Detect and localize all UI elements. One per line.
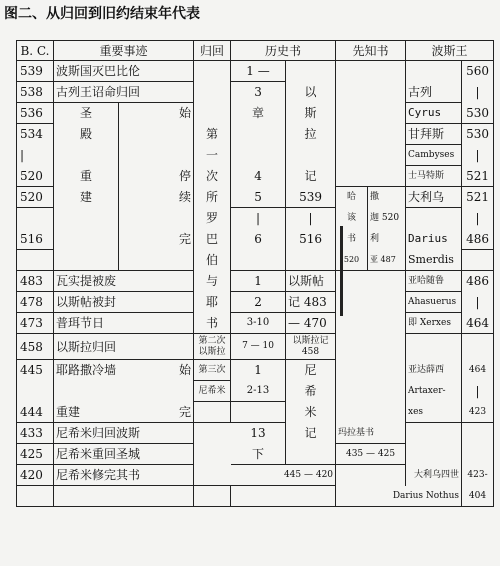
year-cell: 445 [17,360,54,381]
book-cell: 516 [286,229,336,250]
return-cell: 第三次 [194,360,231,381]
book-cell: 记 [286,166,336,187]
return-cell: 巴 [194,229,231,250]
book-cell: | [286,208,336,229]
book-cell: 记 483 [286,292,336,313]
king-year-cell: | [462,381,494,402]
event-cell: 完 [119,229,194,250]
king-cell: Ahasuerus [406,292,462,313]
return-cell: 罗 [194,208,231,229]
header-history: 历史书 [231,41,336,61]
event-cell: 停 [119,166,194,187]
table-row [17,145,494,166]
king-cell: 即 Xerxes [406,313,462,334]
return-cell: 所 [194,187,231,208]
return-cell: 尼希米 [194,381,231,402]
prophet-cell: 迦 520 [368,208,406,229]
chapter-cell: 1 [231,360,286,381]
year-cell: 433 [17,423,54,444]
chapter-cell: 13 [231,423,286,444]
chapter-cell: 6 [231,229,286,250]
table-row [17,208,494,229]
return-cell: 书 [194,313,231,334]
event-cell: 以斯帖被封 [54,292,194,313]
chapter-cell: 4 [231,166,286,187]
page-title: 图二、从归回到旧约结束年代表 [4,6,200,22]
king-year-cell: | [462,145,494,166]
king-cell: Darius Nothus [336,486,462,507]
event-cell: 殿 [54,124,119,145]
book-cell: 尼 [286,360,336,381]
king-cell: 甘拜斯 [406,124,462,145]
event-cell: 重建 [54,402,119,423]
book-cell: — 470 [286,313,336,334]
prophet-cell: 哈 [336,187,368,208]
book-cell: 记 [286,423,336,444]
king-year-cell: 521 [462,166,494,187]
event-cell: 耶路撒冷墙 [56,363,117,377]
event-cell: 尼希米重回圣城 [54,444,194,465]
header-events: 重要事迹 [54,41,194,61]
chapter-cell: | [231,208,286,229]
king-year-cell: 560 [462,61,494,82]
table-row [17,402,494,423]
table-row [17,103,494,124]
table-row [17,229,494,250]
king-year-cell: 464 [462,360,494,381]
king-cell: Cyrus [406,103,462,124]
table-row [17,82,494,103]
event-cell: 圣 [54,103,119,124]
table-row [17,465,494,486]
king-year-cell: 530 [462,124,494,145]
book-cell: 以斯帖 [286,271,336,292]
table-row [17,124,494,145]
king-cell: 大利乌四世 [406,465,462,486]
table-row [17,313,494,334]
king-cell: Darius [406,229,462,250]
table-row [17,250,494,271]
king-year-cell: 404 [462,486,494,507]
king-cell: Cambyses [406,145,462,166]
return-cell: 伯 [194,250,231,271]
king-year-cell: 423 [462,402,494,423]
prophet-cell: 玛拉基书 [336,423,406,444]
king-cell: 亚达薛西 [406,360,462,381]
prophet-cell: 435 — 425 [336,444,406,465]
year-cell: 444 [17,402,54,423]
year-cell: 425 [17,444,54,465]
table-row [17,381,494,402]
event-cell: 建 [54,187,119,208]
book-cell: 以 [286,82,336,103]
event-cell: 瓦实提被废 [54,271,194,292]
return-cell: 第二次 以斯拉 [194,334,231,360]
header-return: 归回 [194,41,231,61]
king-year-cell: | [462,82,494,103]
table-row [17,444,494,465]
king-year-cell: 423- [462,465,494,486]
table-row [17,486,494,507]
chapter-cell: 1 — [231,61,286,82]
year-cell: 473 [17,313,54,334]
event-cell: 波斯国灭巴比伦 [54,61,194,82]
header-prophets: 先知书 [336,41,406,61]
king-year-cell: | [462,292,494,313]
prophet-cell: 书 [336,229,368,250]
prophet-cell: 撒 [368,187,406,208]
king-cell: xes [406,402,462,423]
year-cell: 478 [17,292,54,313]
prophet-cell: 该 [336,208,368,229]
chapter-cell: 3-10 [231,313,286,334]
king-year-cell: | [462,208,494,229]
king-year-cell: 464 [462,313,494,334]
chapter-cell: 2 [231,292,286,313]
chronology-table [16,40,494,507]
return-cell: 与 [194,271,231,292]
header-row [17,41,494,61]
book-cell: 拉 [286,124,336,145]
event-cell: 尼希米归回波斯 [54,423,194,444]
book-cell: 539 [286,187,336,208]
chapter-cell: 3 [231,82,286,103]
book-cell: 以斯拉记 458 [286,334,336,360]
event-cell: 古列王诏命归回 [54,82,194,103]
king-year-cell: 521 [462,187,494,208]
chapter-cell: 章 [231,103,286,124]
king-year-cell: 486 [462,229,494,250]
event-cell: 普珥节日 [54,313,194,334]
king-cell: Smerdis [406,250,462,271]
return-cell: 耶 [194,292,231,313]
table-row [17,271,494,292]
event-cell: 以斯拉归回 [54,334,194,360]
table-row [17,334,494,360]
event-cell: 完 [119,402,194,423]
year-cell: 520 [17,166,54,187]
king-year-cell: 486 [462,271,494,292]
book-cell: 米 [286,402,336,423]
year-cell: 516 [17,229,54,250]
prophet-divider [340,226,343,316]
year-cell: 534 [17,124,54,145]
year-cell: 458 [17,334,54,360]
chapter-cell: 1 [231,271,286,292]
king-cell: 亚哈随鲁 [406,271,462,292]
year-cell: 520 [17,187,54,208]
event-cell: 始 [119,103,194,124]
table-row [17,166,494,187]
chapter-cell: 2-13 [231,381,286,402]
header-bc: B. C. [17,41,54,61]
chapter-cell: 5 [231,187,286,208]
prophet-cell: 520 [336,250,368,271]
book-cell: 445 — 420 [231,465,336,486]
return-cell: 次 [194,166,231,187]
table-row [17,61,494,82]
header-kings: 波斯王 [406,41,494,61]
year-cell: | [17,145,54,166]
event-cell: 始 [119,360,194,381]
table-row [17,423,494,444]
book-cell: 希 [286,381,336,402]
year-cell: 536 [17,103,54,124]
event-cell: 尼希米修完其书 [54,465,194,486]
king-year-cell: 530 [462,103,494,124]
event-cell: 重 [54,166,119,187]
prophet-cell: 利 [368,229,406,250]
return-cell: 第 [194,124,231,145]
table-row [17,292,494,313]
book-cell: 斯 [286,103,336,124]
table-row [17,360,494,381]
event-cell: 续 [119,187,194,208]
year-cell: 420 [17,465,54,486]
year-cell: 483 [17,271,54,292]
king-cell: 大利乌 [406,187,462,208]
year-cell: 538 [17,82,54,103]
chapter-cell: 下 [231,444,286,465]
king-cell: Artaxer- [406,381,462,402]
king-cell: 士马特斯 [406,166,462,187]
prophet-cell: 亚 487 [368,250,406,271]
table-row [17,187,494,208]
year-cell: 539 [17,61,54,82]
return-cell: 一 [194,145,231,166]
king-cell: 古列 [406,82,462,103]
chapter-cell: 7 — 10 [231,334,286,360]
